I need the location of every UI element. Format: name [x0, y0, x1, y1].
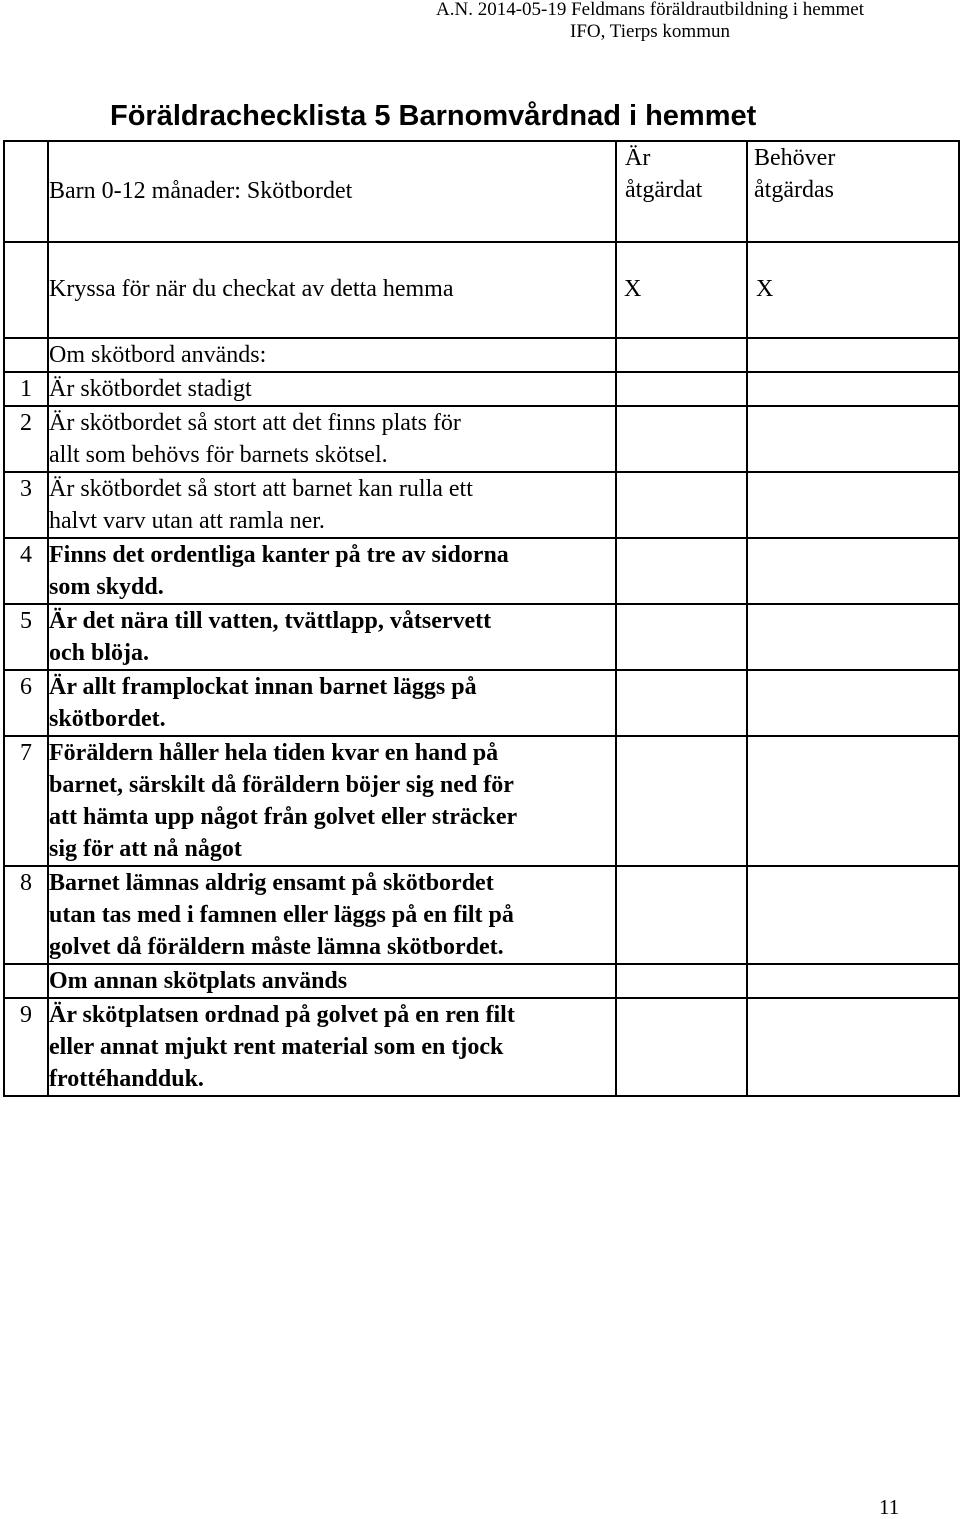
column-header-needs — [747, 141, 959, 242]
checklist-item-row — [4, 406, 959, 472]
section-label: Om skötbord används: — [48, 338, 616, 372]
number-cell — [4, 242, 48, 338]
item-question-line: Är det nära till vatten, tvättlapp, våtservett — [49, 608, 492, 634]
checklist-section-1 — [4, 338, 959, 964]
item-question-line: sig för att nå något — [49, 836, 242, 862]
item-question-line: Barnet lämnas aldrig ensamt på skötbordet — [49, 870, 494, 896]
column-header-done-line1: Är — [625, 145, 651, 171]
item-question-line: Föräldern håller hela tiden kvar en hand på — [49, 740, 499, 766]
item-question-line: skötbordet. — [49, 706, 166, 732]
section-heading: Barn 0-12 månader: Skötbordet — [48, 141, 616, 242]
table-header-row — [4, 141, 959, 242]
item-question-line: halvt varv utan att ramla ner. — [49, 508, 325, 534]
checklist-item-row — [4, 736, 959, 866]
item-question-line: Är skötplatsen ordnad på golvet på en ren filt — [49, 1002, 515, 1028]
needs-checkbox-cell[interactable] — [747, 670, 959, 736]
item-question-line: som skydd. — [49, 574, 164, 600]
needs-checkbox-cell[interactable] — [747, 372, 959, 406]
column-header-done-line2: åtgärdat — [625, 177, 703, 203]
item-number: 1 — [4, 372, 48, 406]
item-question-line: frottéhandduk. — [49, 1066, 204, 1092]
item-question-line: Är skötbordet stadigt — [49, 376, 252, 402]
item-question — [48, 472, 616, 538]
item-question — [48, 372, 616, 406]
item-question — [48, 604, 616, 670]
check-instruction-text: Kryssa för när du checkat av detta hemma — [48, 242, 616, 338]
page-number: 11 — [879, 1495, 900, 1519]
mark-needs-cell[interactable]: X — [747, 242, 959, 338]
item-question-line: allt som behövs för barnets skötsel. — [49, 442, 388, 468]
needs-checkbox-cell[interactable] — [747, 736, 959, 866]
needs-checkbox-cell[interactable] — [747, 406, 959, 472]
item-number: 2 — [4, 406, 48, 472]
checklist-item-row — [4, 372, 959, 406]
needs-checkbox-cell[interactable] — [747, 866, 959, 964]
done-checkbox-cell[interactable] — [616, 538, 747, 604]
item-question-line: golvet då föräldern måste lämna skötbordet. — [49, 934, 504, 960]
item-number: 7 — [4, 736, 48, 866]
header-line-1: A.N. 2014-05-19 Feldmans föräldrautbildning i hemmet — [436, 0, 864, 20]
section-row — [4, 964, 959, 998]
item-question-line: att hämta upp något från golvet eller sträcker — [49, 804, 518, 830]
item-question — [48, 406, 616, 472]
item-question-line: utan tas med i famnen eller läggs på en filt på — [49, 902, 514, 928]
done-checkbox-cell[interactable] — [616, 736, 747, 866]
checklist-item-row — [4, 866, 959, 964]
item-question — [48, 538, 616, 604]
item-question — [48, 736, 616, 866]
done-checkbox-cell[interactable] — [616, 670, 747, 736]
item-question-line: Är skötbordet så stort att barnet kan rulla ett — [49, 476, 473, 502]
item-question-line: och blöja. — [49, 640, 150, 666]
item-question-line: Är allt framplockat innan barnet läggs på — [49, 674, 477, 700]
done-checkbox-cell[interactable] — [616, 472, 747, 538]
item-number: 5 — [4, 604, 48, 670]
column-header-done — [616, 141, 747, 242]
item-number: 4 — [4, 538, 48, 604]
checklist-item-row — [4, 998, 959, 1096]
done-checkbox-cell[interactable] — [616, 998, 747, 1096]
item-number: 6 — [4, 670, 48, 736]
needs-checkbox-cell[interactable] — [747, 998, 959, 1096]
done-checkbox-cell[interactable] — [616, 964, 747, 998]
done-checkbox-cell[interactable] — [616, 866, 747, 964]
column-header-needs-line2: åtgärdas — [754, 177, 834, 203]
item-number: 9 — [4, 998, 48, 1096]
done-checkbox-cell[interactable] — [616, 604, 747, 670]
needs-checkbox-cell[interactable] — [747, 964, 959, 998]
mark-done-cell[interactable]: X — [616, 242, 747, 338]
checklist-item-row — [4, 604, 959, 670]
done-checkbox-cell[interactable] — [616, 372, 747, 406]
item-question-line: Är skötbordet så stort att det finns plats för — [49, 410, 461, 436]
number-cell — [4, 338, 48, 372]
item-question-line: Finns det ordentliga kanter på tre av sidorna — [49, 542, 509, 568]
item-question-line: eller annat mjukt rent material som en tjock — [49, 1034, 504, 1060]
item-question — [48, 998, 616, 1096]
checklist-item-row — [4, 670, 959, 736]
page-title: Föräldrachecklista 5 Barnomvårdnad i hemmet — [110, 100, 757, 132]
check-instruction-row — [4, 242, 959, 338]
column-header-needs-line1: Behöver — [754, 145, 836, 171]
checklist-item-row — [4, 538, 959, 604]
done-checkbox-cell[interactable] — [616, 338, 747, 372]
section-label: Om annan skötplats används — [48, 964, 616, 998]
item-question — [48, 866, 616, 964]
section-row — [4, 338, 959, 372]
item-number: 8 — [4, 866, 48, 964]
checklist-item-row — [4, 472, 959, 538]
header-line-2: IFO, Tierps kommun — [570, 21, 730, 42]
needs-checkbox-cell[interactable] — [747, 338, 959, 372]
checklist-section-2 — [4, 964, 959, 1096]
number-cell — [4, 141, 48, 242]
needs-checkbox-cell[interactable] — [747, 472, 959, 538]
item-question-line: barnet, särskilt då föräldern böjer sig ned för — [49, 772, 514, 798]
needs-checkbox-cell[interactable] — [747, 538, 959, 604]
needs-checkbox-cell[interactable] — [747, 604, 959, 670]
checklist-table — [3, 140, 960, 1097]
number-cell — [4, 964, 48, 998]
item-question — [48, 670, 616, 736]
done-checkbox-cell[interactable] — [616, 406, 747, 472]
item-number: 3 — [4, 472, 48, 538]
